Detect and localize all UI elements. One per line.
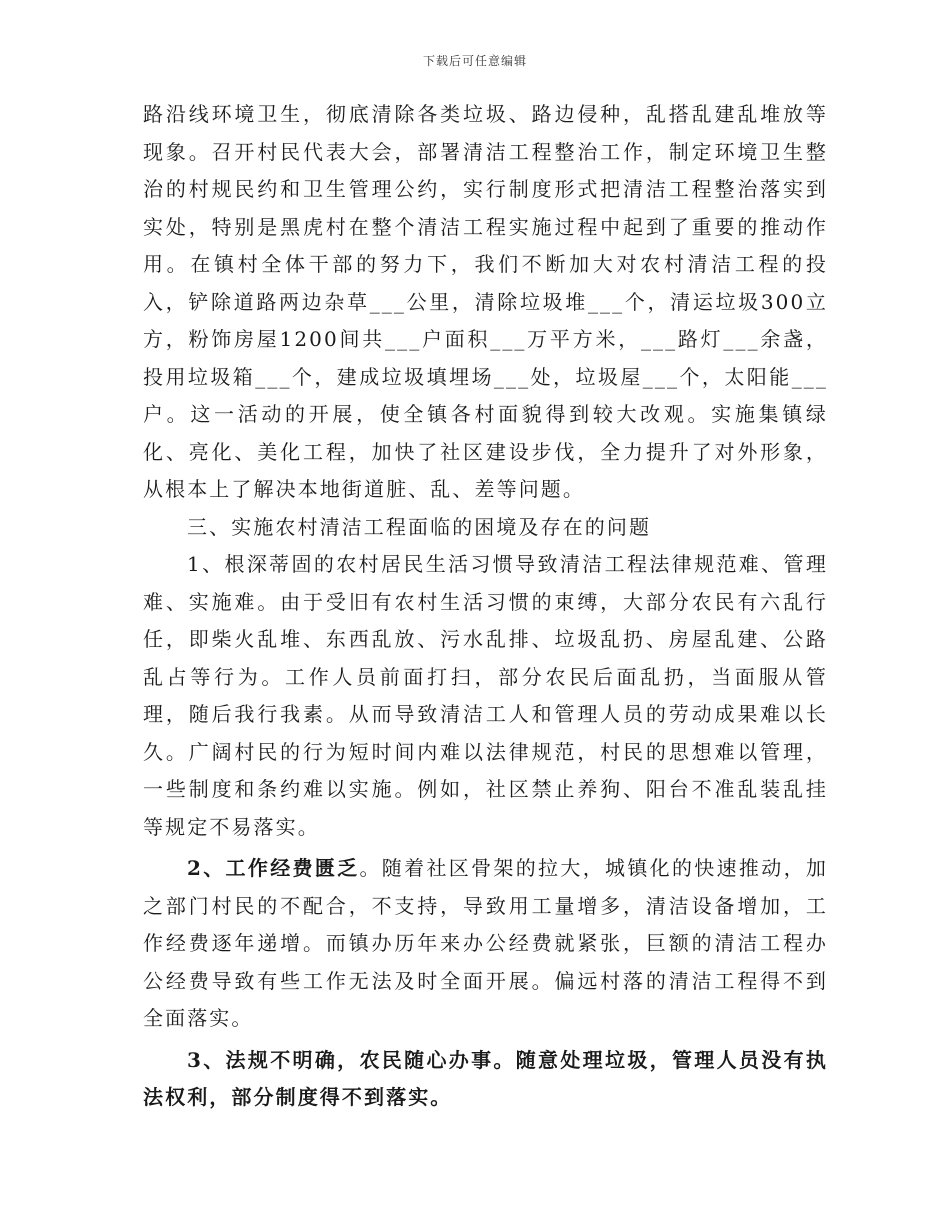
paragraph-issue-1: 1、根深蒂固的农村居民生活习惯导致清洁工程法律规范难、管理难、实施难。由于受旧有农村生活习惯的束缚，大部分农民有六乱行任，即柴火乱堆、东西乱放、污水乱排、垃圾乱扔、房屋乱建、公路乱占等行为。工作人员前面打扫，部分农民后面乱扔，当面服从管理，随后我行我素。从而导致清洁工人和管理人员的劳动成果难以长久。广阔村民的行为短时间内难以法律规范，村民的思想难以管理，一些制度和条约难以实施。例如，社区禁止养狗、阳台不准乱装乱挂等规定不易落实。 (143, 552, 828, 839)
document-body (143, 96, 828, 1117)
paragraph-issue-2 (143, 850, 828, 1038)
issue-2-title: 2、工作经费匮乏 (187, 856, 360, 880)
issue-2-body: 。随着社区骨架的拉大，城镇化的快速推动，加之部门村民的不配合，不支持，导致用工量增多，清洁设备增加，工作经费逐年递增。而镇办历年来办公经费就紧张，巨额的清洁工程办公经费导致有些工作无法及时全面开展。偏远村落的清洁工程得不到全面落实。 (143, 856, 828, 1030)
paragraph-continued: 路沿线环境卫生，彻底清除各类垃圾、路边侵种，乱搭乱建乱堆放等现象。召开村民代表大会，部署清洁工程整治工作，制定环境卫生整治的村规民约和卫生管理公约，实行制度形式把清洁工程整治落实到实处，特别是黑虎村在整个清洁工程实施过程中起到了重要的推动作用。在镇村全体干部的努力下，我们不断加大对农村清洁工程的投入，铲除道路两边杂草___公里，清除垃圾堆___个，清运垃圾300立方，粉饰房屋1200间共___户面积___万平方米，___路灯___余盏，投用垃圾箱___个，建成垃圾填埋场___处，垃圾屋___个，太阳能___户。这一活动的开展，使全镇各村面貌得到较大改观。实施集镇绿化、亮化、美化工程，加快了社区建设步伐，全力提升了对外形象，从根本上了解决本地街道脏、乱、差等问题。 (143, 102, 828, 501)
section-heading: 三、实施农村清洁工程面临的困境及存在的问题 (187, 514, 652, 539)
page-header: 下载后可任意编辑 (422, 54, 527, 68)
paragraph-issue-3: 3、法规不明确，农民随心办事。随意处理垃圾，管理人员没有执法权利，部分制度得不到落实。 (143, 1047, 828, 1109)
